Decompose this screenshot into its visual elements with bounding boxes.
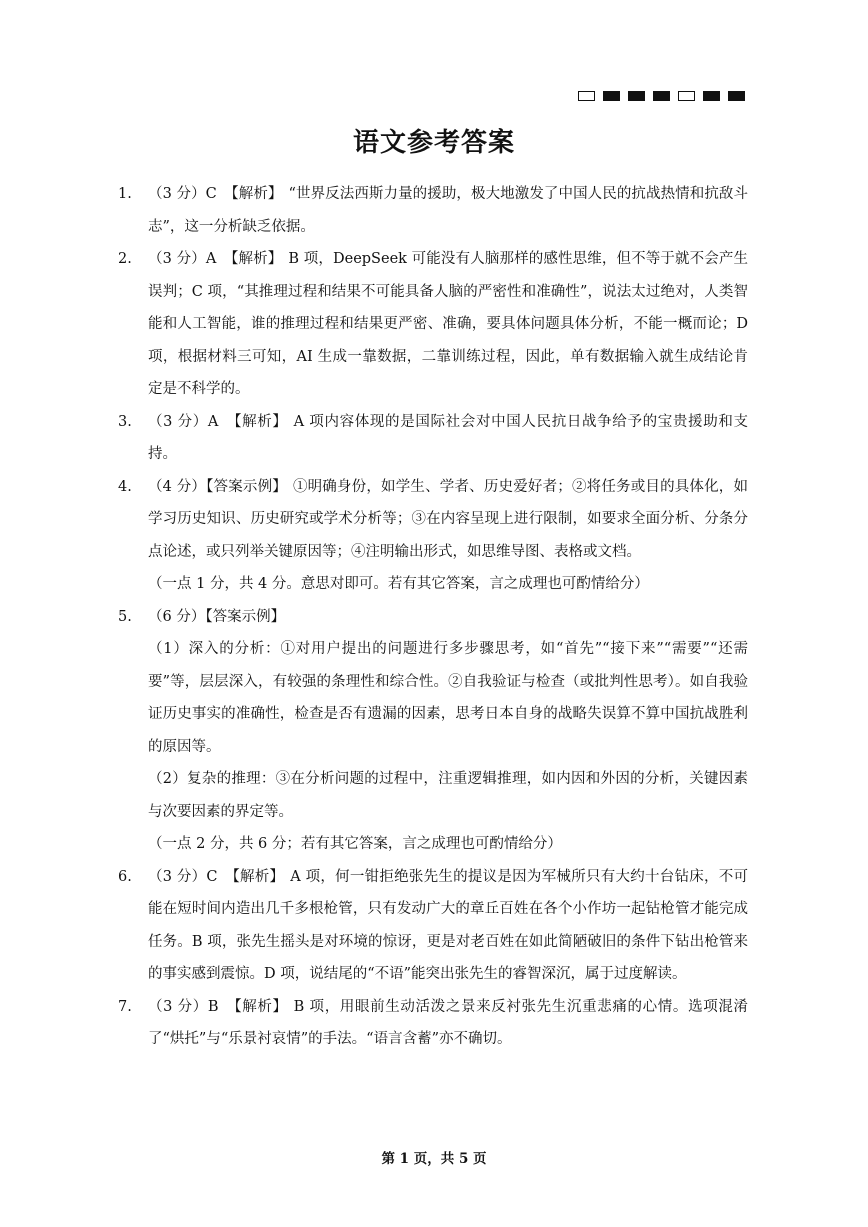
page-footer: 第 1 页，共 5 页 — [381, 1151, 487, 1167]
item-number: 2. — [118, 251, 132, 267]
item-text: A 项，何一钳拒绝张先生的提议是因为军械所只有大约十台钻床，不可能在短时间内造出几千多根枪管，只有发动广大的章丘百姓在各个小作坊一起钻枪管才能完成任务。B 项，张先生摇头是对环境的惊讶，更是对老百姓在如此简陋破旧的条件下钻出枪管来的事实感到震惊。D 项，说结尾的“不语”能突出张先生的睿智深沉，属于过度解读。 — [148, 868, 749, 982]
answer-item-5 — [118, 601, 748, 861]
item-number: 7. — [118, 998, 132, 1015]
code-mark-filled — [728, 91, 745, 101]
item-text: ①明确身份，如学生、学者、历史爱好者；②将任务或目的具体化，如学习历史知识、历史研究或学术分析等；③在内容呈现上进行限制，如要求全面分析、分条分点论述，或只列举关键原因等；④注明输出形式，如思维导图、表格或文档。 — [148, 478, 748, 560]
item-score: （3 分）B 【解析】 — [148, 998, 288, 1015]
item-text: B 项，用眼前生动活泼之景来反衬张先生沉重悲痛的心情。选项混淆了“烘托”与“乐景衬哀情”的手法。“语言含蓄”亦不确切。 — [148, 998, 748, 1047]
scoring-note: （一点 1 分，共 4 分。意思对即可。若有其它答案，言之成理也可酌情给分） — [148, 576, 649, 592]
item-body — [148, 601, 748, 861]
code-mark-filled — [628, 91, 645, 101]
code-mark-filled — [653, 91, 670, 101]
item-number: 6. — [118, 868, 132, 885]
scoring-note: （一点 2 分，共 6 分；若有其它答案，言之成理也可酌情给分） — [148, 836, 562, 852]
item-text: A 项内容体现的是国际社会对中国人民抗日战争给予的宝贵援助和支持。 — [148, 413, 748, 462]
code-mark-empty — [678, 91, 695, 101]
answer-item-4 — [118, 471, 748, 601]
item-number: 5. — [118, 608, 132, 625]
code-mark-empty — [578, 91, 595, 101]
item-body — [148, 861, 748, 991]
item-text: B 项，DeepSeek 可能没有人脑那样的感性思维，但不等于就不会产生误判；C 项，“其推理过程和结果不可能具备人脑的严密性和准确性”，说法太过绝对，人类智能和人工智能，谁的推理过程和结果更严密、准确，要具体问题具体分析，不能一概而论；D 项，根据材料三可知，AI 生成一靠数据，二靠训练过程，因此，单有数据输入就生成结论肯定是不科学的。 — [148, 251, 748, 397]
item-body — [148, 178, 748, 243]
item-score: （3 分）A 【解析】 — [148, 413, 288, 430]
code-mark-filled — [603, 91, 620, 101]
item-body — [148, 991, 748, 1056]
sub-answer-2: （2）复杂的推理：③在分析问题的过程中，注重逻辑推理，如内因和外因的分析，关键因素与次要因素的界定等。 — [148, 771, 748, 820]
item-score: （3 分）C 【解析】 — [148, 868, 285, 885]
item-score: （3 分）C 【解析】 — [148, 186, 283, 202]
answer-list — [118, 178, 748, 1056]
item-score: （3 分）A 【解析】 — [148, 251, 283, 267]
answer-item-2 — [118, 243, 748, 406]
code-mark-filled — [703, 91, 720, 101]
answer-item-3 — [118, 406, 748, 471]
answer-item-6 — [118, 861, 748, 991]
item-score: （4 分）【答案示例】 — [148, 478, 287, 495]
item-number: 4. — [118, 478, 132, 495]
page-title: 语文参考答案 — [352, 128, 515, 158]
item-number: 1. — [118, 186, 132, 202]
barcode-marks — [578, 91, 745, 101]
answer-item-1 — [118, 178, 748, 243]
item-score: （6 分）【答案示例】 — [148, 608, 286, 625]
answer-item-7 — [118, 991, 748, 1056]
item-body — [148, 406, 748, 471]
item-body — [148, 243, 748, 406]
sub-answer-1: （1）深入的分析：①对用户提出的问题进行多步骤思考，如“首先”“接下来”“需要”“还需要”等，层层深入，有较强的条理性和综合性。②自我验证与检查（或批判性思考）。如自我验证历史事实的准确性，检查是否有遗漏的因素，思考日本自身的战略失误算不算中国抗战胜利的原因等。 — [148, 641, 748, 755]
item-text: “世界反法西斯力量的援助，极大地激发了中国人民的抗战热情和抗敌斗志”，这一分析缺乏依据。 — [148, 186, 748, 235]
item-number: 3. — [118, 413, 132, 430]
item-body — [148, 471, 748, 601]
